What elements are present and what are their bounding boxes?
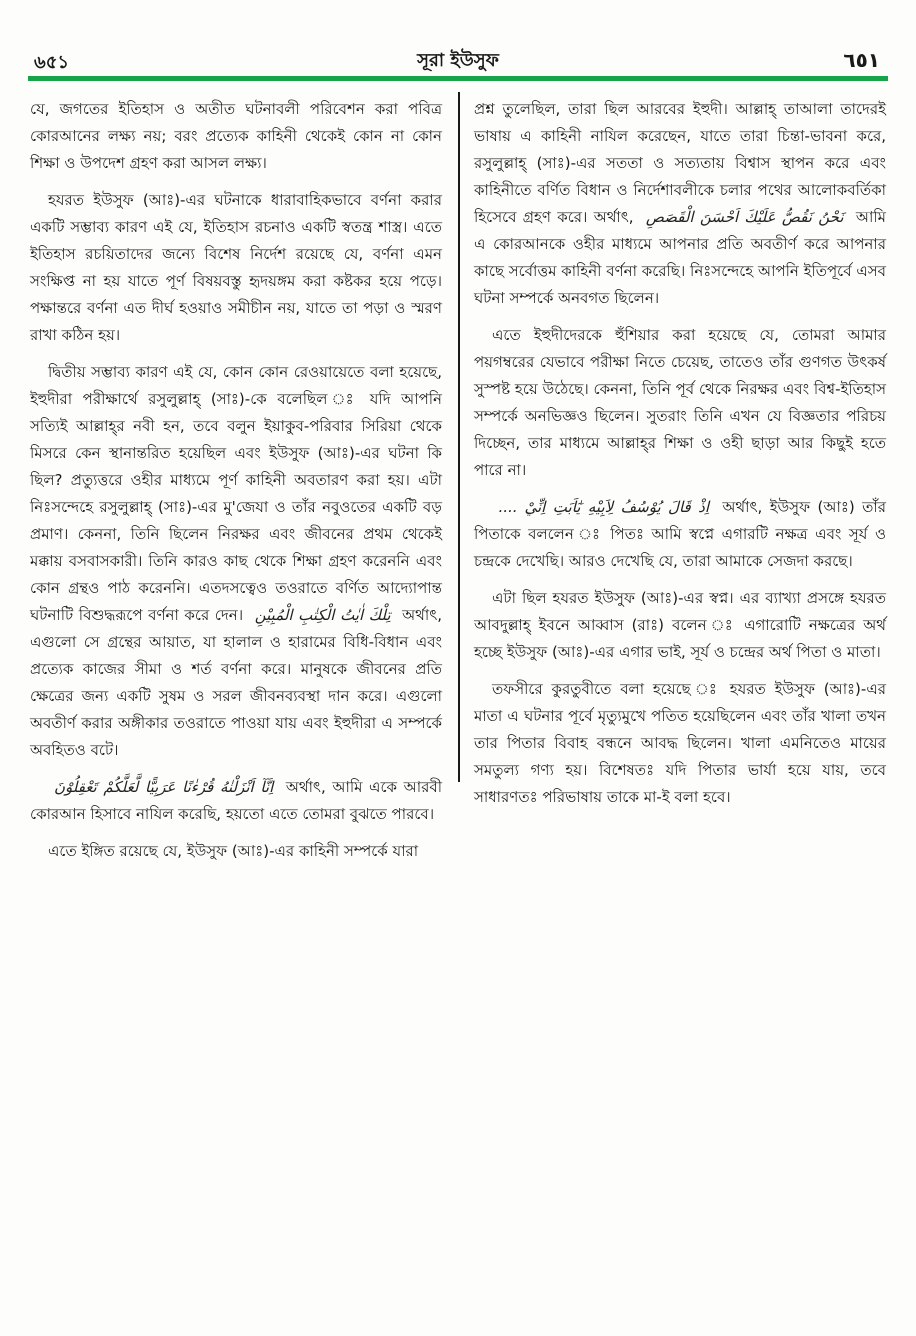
arabic-verse: اِنَّآ اَنْزَلْنٰهُ قُرْءٰنًا عَرَبِيًّا لَّعَلَّكُمْ تَعْقِلُوْنَ <box>54 778 274 796</box>
paragraph: যে, জগতের ইতিহাস ও অতীত ঘটনাবলী পরিবেশন করা পবিত্র কোরআনের লক্ষ্য নয়; বরং প্রত্যেক কাহিনী থেকেই কোন না কোন শিক্ষা ও উপদেশ গ্রহণ করা আসল লক্ষ্য। <box>30 100 442 172</box>
left-column <box>30 96 442 875</box>
page-header <box>28 38 888 78</box>
paragraph-text: অর্থাৎ, আমি একে আরবী কোরআন হিসাবে নাযিল করেছি, হয়তো এতে তোমরা বুঝতে পারবে। <box>30 778 442 823</box>
paragraph <box>474 96 886 312</box>
paragraph: হযরত ইউসুফ (আঃ)-এর ঘটনাকে ধারাবাহিকভাবে বর্ণনা করার একটি সম্ভাব্য কারণ এই যে, ইতিহাস রচনাও একটি স্বতন্ত্র শাস্ত্র। এতে ইতিহাস রচয়িতাদের জন্যে বিশেষ নির্দেশ রয়েছে যে, বর্ণনা এমন সংক্ষিপ্ত না হয় যাতে পূর্ণ বিষয়বস্তু হৃদয়ঙ্গম করা কষ্টকর হয়ে পড়ে। পক্ষান্তরে বর্ণনা এত দীর্ঘ হওয়াও সমীচীন নয়, যাতে তা পড়া ও স্মরণ রাখা কঠিন হয়। <box>30 191 442 344</box>
arabic-verse: نَحْنُ نَقُصُّ عَلَيْكَ اَحْسَنَ الْقَصَصِ <box>645 208 844 226</box>
page-number-arabic: ٦٥١ <box>843 48 880 72</box>
header-rule <box>28 76 888 81</box>
paragraph: এটা ছিল হযরত ইউসুফ (আঃ)-এর স্বপ্ন। এর ব্যাখ্যা প্রসঙ্গে হযরত আবদুল্লাহ্‌ ইবনে আব্বাস (রাঃ) বলেন ঃ এগারোটি নক্ষত্রের অর্থ হচ্ছে ইউসুফ (আঃ)-এর এগার ভাই, সূর্য ও চন্দ্রের অর্থ পিতা ও মাতা। <box>474 589 886 661</box>
paragraph: এতে ইহুদীদেরকে হুঁশিয়ার করা হয়েছে যে, তোমরা আমার পয়গম্বরের যেভাবে পরীক্ষা নিতে চেয়েছ, তাতেও তাঁর গুণগত উৎকর্ষ সুস্পষ্ট হয়ে উঠেছে। কেননা, তিনি পূর্ব থেকে নিরক্ষর এবং বিশ্ব-ইতিহাস সম্পর্কে অনভিজ্ঞও ছিলেন। সুতরাং তিনি এখন যে বিজ্ঞতার পরিচয় দিচ্ছেন, তার মাধ্যমে আল্লাহ্‌র শিক্ষা ও ওহী ছাড়া আর কিছুই হতে পারে না। <box>474 326 886 479</box>
arabic-verse: اِذْ قَالَ يُوْسُفُ لِاَبِيْهِ يٰٓاَبَتِ اِنِّيْ .... <box>498 498 709 516</box>
right-column <box>474 96 886 821</box>
paragraph-text: অর্থাৎ, এগুলো সে গ্রন্থের আয়াত, যা হালাল ও হারামের বিধি-বিধান এবং প্রত্যেক কাজের সীমা ও শর্ত বর্ণনা করে। মানুষকে জীবনের প্রতি ক্ষেত্রের জন্য একটি সুষম ও সরল জীবনব্যবস্থা দান করে। এগুলো অবতীর্ণ করার অঙ্গীকার তওরাতে পাওয়া যায় এবং ইহুদীরা এ সম্পর্কে অবহিতও বটে। <box>30 606 442 759</box>
paragraph <box>30 359 442 764</box>
paragraph <box>474 494 886 575</box>
paragraph-text: আমি এ কোরআনকে ওহীর মাধ্যমে আপনার প্রতি অবতীর্ণ করে আপনার কাছে সর্বোত্তম কাহিনী বর্ণনা করেছি। নিঃসন্দেহে আপনি ইতিপূর্বে এসব ঘটনা সম্পর্কে অনবগত ছিলেন। <box>474 208 886 307</box>
column-divider <box>458 92 460 782</box>
paragraph <box>30 774 442 828</box>
paragraph-text: দ্বিতীয় সম্ভাব্য কারণ এই যে, কোন কোন রেওয়ায়েতে বলা হয়েছে, ইহুদীরা পরীক্ষার্থে রসুলুল্লাহ্‌ (সাঃ)-কে বলেছিল ঃ যদি আপনি সত্যিই আল্লাহ্‌র নবী হন, তবে বলুন ইয়াকুব-পরিবার সিরিয়া থেকে মিসরে কেন স্থানান্তরিত হয়েছিল এবং ইউসুফ (আঃ)-এর ঘটনা কি ছিল? প্রত্যুত্তরে ওহীর মাধ্যমে পূর্ণ কাহিনী অবতারণ করা হয়। এটা নিঃসন্দেহে রসুলুল্লাহ্‌ (সাঃ)-এর মু'জেযা ও তাঁর নবুওতের একটি বড় প্রমাণ। কেননা, তিনি ছিলেন নিরক্ষর এবং জীবনের প্রথম থেকেই মক্কায় বসবাসকারী। তিনি কারও কাছ থেকে শিক্ষা গ্রহণ করেননি এবং কোন গ্রন্থও পাঠ করেননি। এতদসত্বেও তওরাতে বর্ণিত আদ্যোপান্ত ঘটনাটি বিশুদ্ধরূপে বর্ণনা করে দেন। <box>30 363 442 624</box>
paragraph-text: অর্থাৎ, ইউসুফ (আঃ) তাঁর পিতাকে বললেন ঃ পিতঃ আমি স্বপ্নে এগারটি নক্ষত্র এবং সূর্য ও চন্দ্রকে দেখেছি। আরও দেখেছি যে, তারা আমাকে সেজদা করছে। <box>474 498 886 570</box>
paragraph: তফসীরে কুরতুবীতে বলা হয়েছে ঃ হযরত ইউসুফ (আঃ)-এর মাতা এ ঘটনার পূর্বে মৃত্যুমুখে পতিত হয়েছিলেন এবং তাঁর খালা তখন তার পিতার বিবাহ বন্ধনে আবদ্ধ ছিলেন। খালা এমনিতেও মায়ের সমতুল্য গণ্য হয়। বিশেষতঃ যদি পিতার ভার্যা হয়ে যায়, তবে সাধারণতঃ পরিভাষায় তাকে মা-ই বলা হবে। <box>474 680 886 806</box>
paragraph: এতে ইঙ্গিত রয়েছে যে, ইউসুফ (আঃ)-এর কাহিনী সম্পর্কে যারা <box>48 842 419 860</box>
arabic-verse: تِلْكَ اٰيٰتُ الْكِتٰبِ الْمُبِيْنِ <box>254 606 391 624</box>
page-number-bengali: ৬৫১ <box>34 52 70 73</box>
paragraph-text: প্রশ্ন তুলেছিল, তারা ছিল আরবের ইহুদী। আল্লাহ্‌ তাআলা তাদেরই ভাষায় এ কাহিনী নাযিল করেছেন, যাতে তারা চিন্তা-ভাবনা করে, রসুলুল্লাহ্‌ (সাঃ)-এর সততা ও সত্যতায় বিশ্বাস স্থাপন করে এবং কাহিনীতে বর্ণিত বিধান ও নির্দেশাবলীকে চলার পথের আলোকবর্তিকা হিসেবে গ্রহণ করে। অর্থাৎ, <box>474 100 886 226</box>
surah-title: সূরা ইউসুফ <box>417 50 499 71</box>
